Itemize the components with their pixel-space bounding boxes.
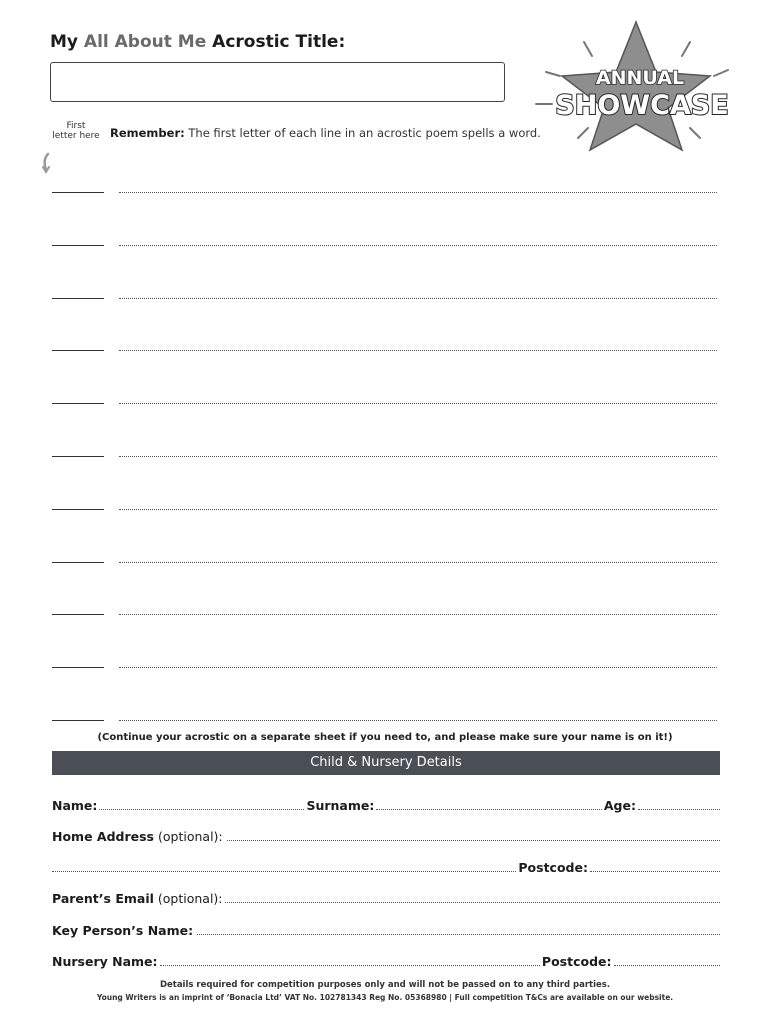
surname-label: Surname: [306, 798, 375, 813]
key-person-label: Key Person’s Name: [52, 923, 194, 938]
poem-line [52, 234, 720, 248]
first-letter-input[interactable] [52, 551, 104, 563]
postcode-input[interactable] [590, 870, 720, 872]
remember-note [110, 126, 541, 140]
first-letter-hint-line1: First [66, 121, 86, 131]
key-person-input[interactable] [197, 933, 720, 935]
home-address-line2-input[interactable] [52, 870, 516, 872]
name-label: Name: [52, 798, 98, 813]
poem-line [52, 709, 720, 723]
home-address-optional: (optional): [158, 829, 223, 844]
section-header: Child & Nursery Details [52, 751, 720, 775]
first-letter-input[interactable] [52, 234, 104, 246]
first-letter-input[interactable] [52, 287, 104, 299]
key-person-row [52, 920, 720, 938]
nursery-postcode-input[interactable] [614, 964, 721, 966]
poem-line [52, 339, 720, 353]
poem-line [52, 603, 720, 617]
footer-company-info: Young Writers is an imprint of ‘Bonacia Ltd’ VAT No. 102781343 Reg No. 05368980 | Full competition T&Cs are available on our website. [96, 993, 674, 1002]
poem-line-input[interactable] [119, 603, 717, 615]
title-prefix: My [50, 32, 84, 52]
poem-line-input[interactable] [119, 181, 717, 193]
acrostic-title-field[interactable] [50, 62, 505, 102]
first-letter-input[interactable] [52, 445, 104, 457]
first-letter-input[interactable] [52, 392, 104, 404]
first-letter-input[interactable] [52, 709, 104, 721]
address-postcode-row [52, 857, 720, 875]
first-letter-input[interactable] [52, 603, 104, 615]
poem-line [52, 656, 720, 670]
postcode-label: Postcode: [518, 860, 588, 875]
poem-line-input[interactable] [119, 709, 717, 721]
poem-line-input[interactable] [119, 445, 717, 457]
first-letter-input[interactable] [52, 656, 104, 668]
first-letter-input[interactable] [52, 181, 104, 193]
page-title [50, 32, 345, 52]
logo-line2: SHOWCASE [555, 90, 729, 121]
home-address-label: Home Address [52, 829, 154, 844]
poem-line-input[interactable] [119, 392, 717, 404]
poem-line [52, 445, 720, 459]
title-accent: All About Me [83, 32, 207, 52]
nursery-name-row [52, 951, 720, 969]
parent-email-input[interactable] [225, 901, 720, 903]
name-row [52, 795, 720, 813]
poem-line [52, 392, 720, 406]
age-input[interactable] [638, 808, 720, 810]
parent-email-label: Parent’s Email [52, 891, 154, 906]
nursery-name-label: Nursery Name: [52, 954, 158, 969]
age-label: Age: [603, 798, 636, 813]
poem-line [52, 181, 720, 195]
logo-line1: ANNUAL [595, 67, 685, 89]
poem-line-input[interactable] [119, 339, 717, 351]
first-letter-input[interactable] [52, 498, 104, 510]
surname-input[interactable] [376, 808, 602, 810]
nursery-postcode-label: Postcode: [541, 954, 612, 969]
home-address-input[interactable] [227, 839, 720, 841]
name-input[interactable] [99, 808, 304, 810]
nursery-name-input[interactable] [160, 964, 540, 966]
poem-line-input[interactable] [119, 551, 717, 563]
poem-line-input[interactable] [119, 656, 717, 668]
footer-disclaimer: Details required for competition purposes only and will not be passed on to any third parties. [159, 980, 611, 990]
parent-email-optional: (optional): [157, 891, 223, 906]
arrow-down-icon [40, 152, 54, 174]
remember-label: Remember: [110, 126, 185, 140]
home-address-row [52, 826, 720, 844]
poem-line [52, 551, 720, 565]
first-letter-hint [46, 121, 106, 141]
first-letter-hint-line2: letter here [52, 131, 100, 141]
continue-note: (Continue your acrostic on a separate sheet if you need to, and please make sure your name is on it!) [97, 732, 673, 743]
poem-line-input[interactable] [119, 234, 717, 246]
remember-text: The first letter of each line in an acrostic poem spells a word. [184, 126, 541, 140]
annual-showcase-logo [532, 20, 740, 152]
poem-line-input[interactable] [119, 498, 717, 510]
parent-email-row [52, 888, 720, 906]
poem-line [52, 287, 720, 301]
poem-line-input[interactable] [119, 287, 717, 299]
poem-line [52, 498, 720, 512]
title-suffix: Acrostic Title: [206, 32, 346, 52]
first-letter-input[interactable] [52, 339, 104, 351]
